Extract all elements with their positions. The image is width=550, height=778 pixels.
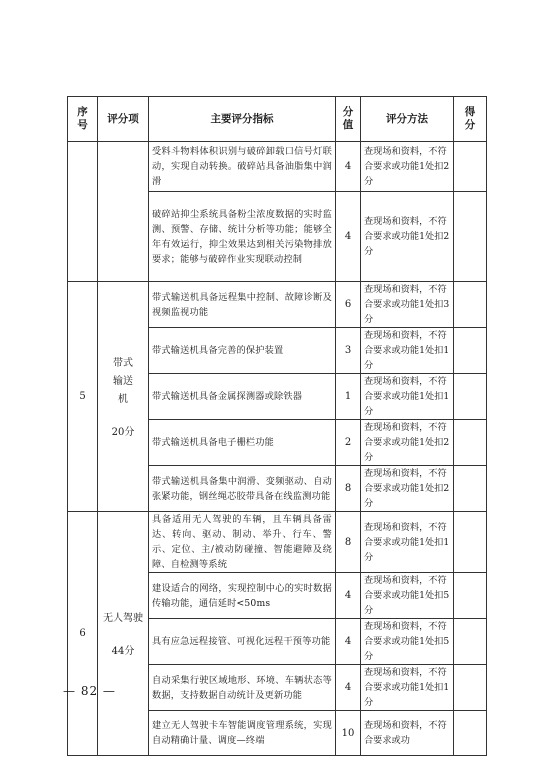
indicator-text: 自动采集行驶区域地形、环境、车辆状态等数据，支持数据自动统计及更新功能	[149, 665, 336, 711]
page-number: — 82 —	[63, 684, 116, 698]
score-obtained-cell[interactable]	[454, 374, 487, 420]
table-body	[68, 142, 487, 756]
score-obtained-cell[interactable]	[454, 619, 487, 665]
method-text: 查现场和资料，不符合要求或功能1处扣2分	[361, 142, 454, 192]
scoring-item-points: 20分	[111, 427, 135, 438]
indicator-text: 破碎站抑尘系统具备粉尘浓度数据的实时监测、预警、存储、统计分析等功能；能够全年有效运行，抑尘效果达到相关污染物排放要求；能够与破碎作业实现联动控制	[149, 192, 336, 282]
score-obtained-cell[interactable]	[454, 665, 487, 711]
table-row	[68, 282, 487, 328]
indicator-text: 带式输送机具备完善的保护装置	[149, 328, 336, 374]
header-method: 评分方法	[361, 97, 454, 142]
score-value: 4	[336, 573, 361, 619]
method-text: 查现场和资料，不符合要求或功能1处扣2分	[361, 420, 454, 466]
method-text: 查现场和资料，不符合要求或功能1处扣1分	[361, 374, 454, 420]
indicator-text: 带式输送机具备集中润滑、变频驱动、自动张紧功能，钢丝绳芯胶带具备在线监测功能	[149, 466, 336, 512]
row-number: 6	[68, 512, 98, 756]
score-obtained-cell[interactable]	[454, 466, 487, 512]
header-no: 序号	[68, 97, 98, 142]
score-value: 3	[336, 328, 361, 374]
score-obtained-cell[interactable]	[454, 573, 487, 619]
scoring-item	[98, 512, 149, 756]
scoring-item-name: 无人驾驶	[103, 613, 143, 624]
method-text: 查现场和资料，不符合要求或功能1处扣3分	[361, 282, 454, 328]
indicator-text: 建立无人驾驶卡车智能调度管理系统，实现自动精确计量、调度—终端	[149, 711, 336, 756]
score-value: 2	[336, 420, 361, 466]
table-row	[68, 142, 487, 192]
scoring-item-name: 带式输送机	[113, 358, 133, 405]
indicator-text: 带式输送机具备电子栅栏功能	[149, 420, 336, 466]
score-value: 4	[336, 665, 361, 711]
indicator-text: 带式输送机具备远程集中控制、故障诊断及视频监视功能	[149, 282, 336, 328]
indicator-text: 受料斗物料体积识别与破碎卸载口信号灯联动，实现自动转换。破碎站具备油脂集中润滑	[149, 142, 336, 192]
table-row	[68, 512, 487, 573]
method-text: 查现场和资料，不符合要求或功能1处扣1分	[361, 512, 454, 573]
method-text: 查现场和资料，不符合要求或功能1处扣1分	[361, 328, 454, 374]
score-value: 1	[336, 374, 361, 420]
score-obtained-cell[interactable]	[454, 711, 487, 756]
method-text: 查现场和资料，不符合要求或功能1处扣1分	[361, 665, 454, 711]
score-value: 4	[336, 142, 361, 192]
row-number: 5	[68, 282, 98, 512]
method-text: 查现场和资料，不符合要求或功能1处扣2分	[361, 192, 454, 282]
score-obtained-cell[interactable]	[454, 192, 487, 282]
indicator-text: 建设适合的网络，实现控制中心的实时数据传输功能，通信延时<50ms	[149, 573, 336, 619]
score-value: 4	[336, 619, 361, 665]
scoring-item	[98, 142, 149, 282]
method-text: 查现场和资料，不符合要求或功能1处扣2分	[361, 466, 454, 512]
table-header-row	[68, 97, 487, 142]
header-item: 评分项	[98, 97, 149, 142]
method-text: 查现场和资料，不符合要求或功能1处扣5分	[361, 573, 454, 619]
score-obtained-cell[interactable]	[454, 512, 487, 573]
indicator-text: 具备适用无人驾驶的车辆，且车辆具备雷达、转向、驱动、制动、举升、行车、警示、定位、主/被动防碰撞、智能避障及绕障、自检测等系统	[149, 512, 336, 573]
score-value: 8	[336, 512, 361, 573]
indicator-text: 带式输送机具备金属探测器或除铁器	[149, 374, 336, 420]
method-text: 查现场和资料，不符合要求或功	[361, 711, 454, 756]
header-got: 得分	[454, 97, 487, 142]
score-value: 6	[336, 282, 361, 328]
score-value: 4	[336, 192, 361, 282]
method-text: 查现场和资料，不符合要求或功能1处扣5分	[361, 619, 454, 665]
score-obtained-cell[interactable]	[454, 142, 487, 192]
indicator-text: 具有应急远程接管、可视化远程干预等功能	[149, 619, 336, 665]
scoring-item	[98, 282, 149, 512]
score-obtained-cell[interactable]	[454, 282, 487, 328]
header-indicator: 主要评分指标	[149, 97, 336, 142]
scoring-item-points: 44分	[111, 646, 135, 657]
score-obtained-cell[interactable]	[454, 328, 487, 374]
header-score: 分值	[336, 97, 361, 142]
score-obtained-cell[interactable]	[454, 420, 487, 466]
row-number	[68, 142, 98, 282]
score-value: 10	[336, 711, 361, 756]
score-value: 8	[336, 466, 361, 512]
evaluation-table	[67, 96, 487, 756]
